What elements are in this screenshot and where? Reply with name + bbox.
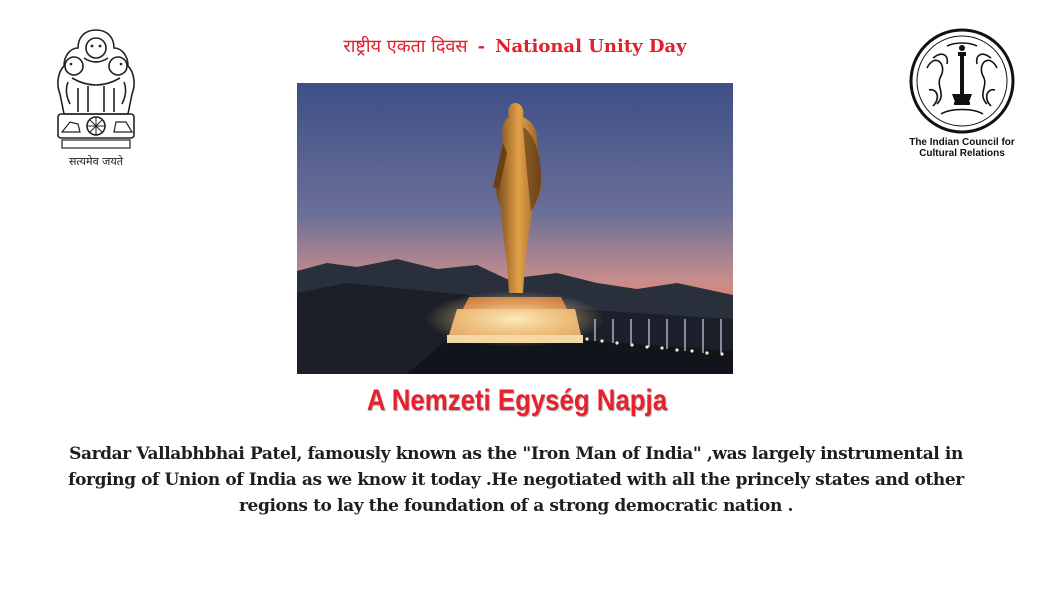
emblem-motto: सत्यमेव जयते (68, 155, 123, 168)
iccr-caption-line1: The Indian Council for (909, 137, 1015, 148)
description-paragraph: Sardar Vallabhbhai Patel, famously known as the "Iron Man of India" ,was largely instrumental in forging of Union of India as we know it today .He negotiated with all the princely states and other regions to lay the foundation of a strong democratic nation . (68, 444, 964, 516)
statue-of-unity-icon (297, 83, 733, 374)
title-hindi: राष्ट्रीय एकता दिवस (343, 36, 468, 57)
title-english: National Unity Day (495, 36, 687, 57)
iccr-caption (900, 137, 1024, 159)
page-title (0, 34, 1030, 58)
heading-hungarian: A Nemzeti Egység Napja (366, 384, 668, 417)
iccr-logo (900, 28, 1024, 168)
iccr-caption-line2: Cultural Relations (919, 148, 1005, 159)
title-separator: - (477, 36, 486, 57)
statue-photo (297, 83, 733, 374)
iccr-logo-icon (907, 28, 1017, 134)
